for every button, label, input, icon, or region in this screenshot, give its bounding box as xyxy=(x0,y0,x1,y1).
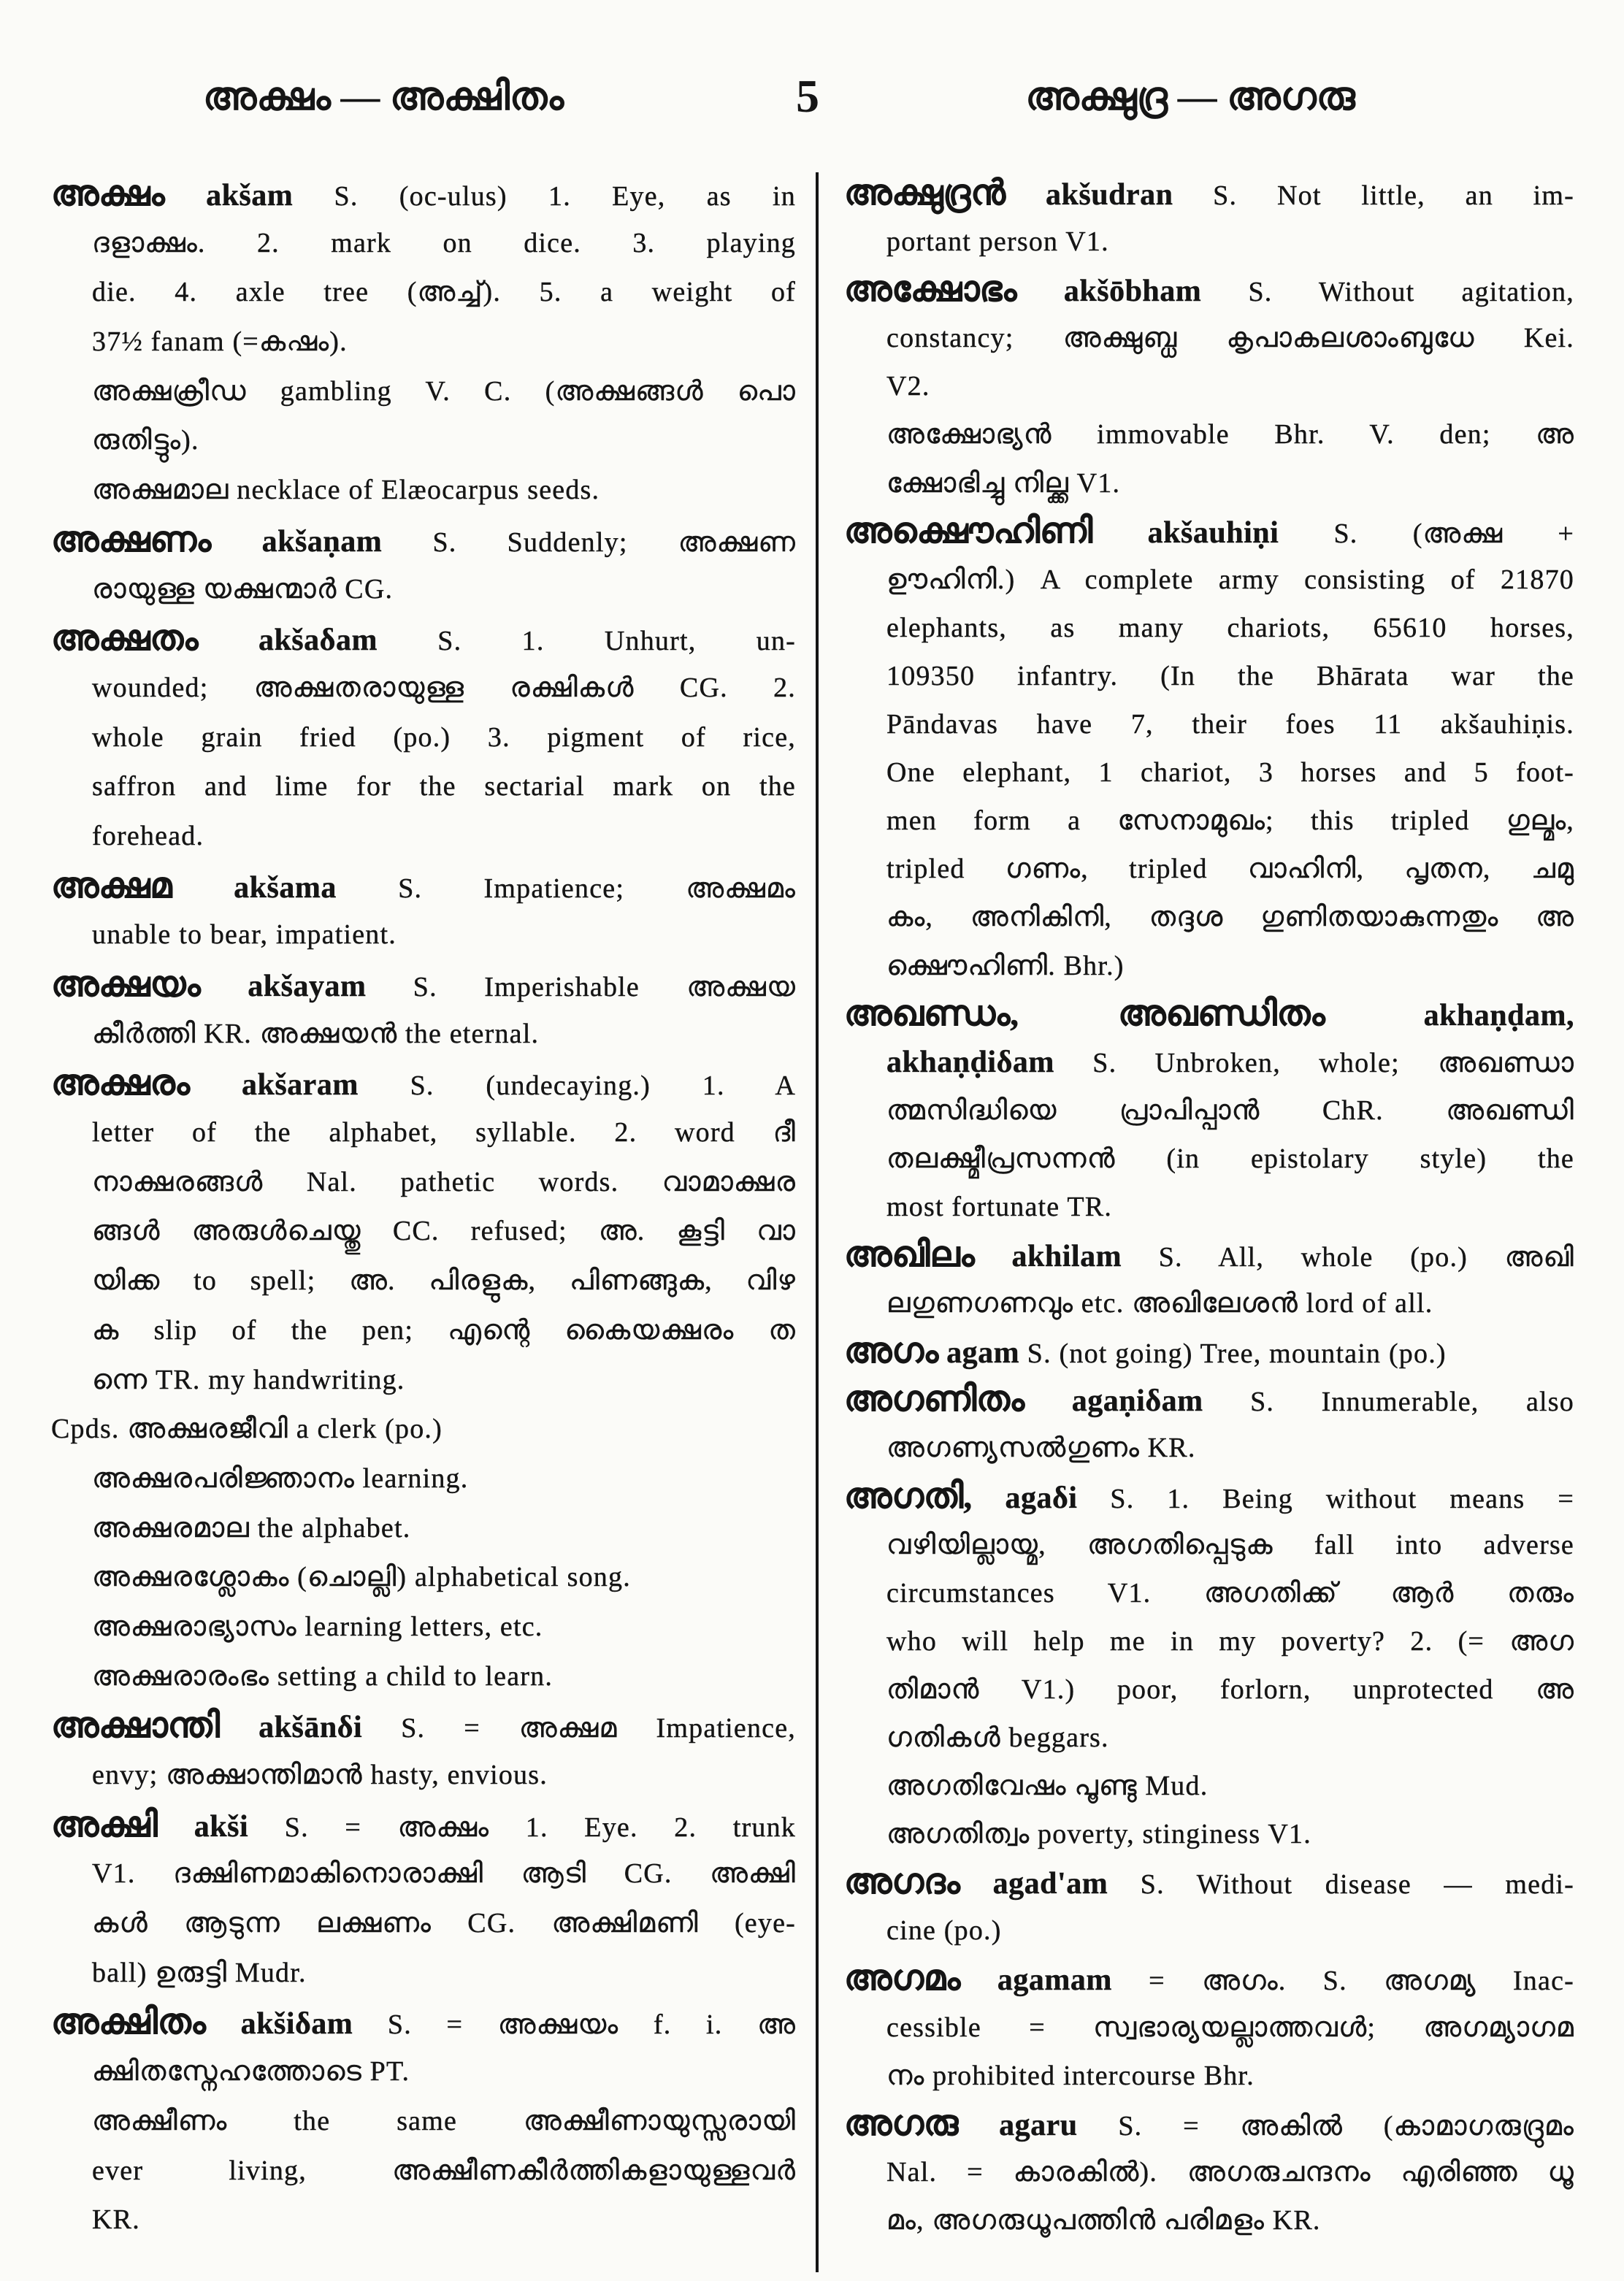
entry-text: അക്ഷരശ്ലോകം (ചൊല്ലി) alphabetical song. xyxy=(92,1562,631,1593)
entry-text: നാക്ഷരങ്ങൾ Nal. pathetic words. വാമാക്ഷര xyxy=(92,1166,796,1197)
entry-line xyxy=(844,797,1574,845)
dictionary-entry xyxy=(51,960,796,1059)
headword: അഗമം xyxy=(844,1959,961,1998)
dictionary-entry xyxy=(51,1405,796,1454)
headword: അഖിലം xyxy=(844,1235,975,1275)
entry-text: അക്ഷരാഭ്യാസം learning letters, etc. xyxy=(92,1611,543,1642)
headword: അക്ഷരം xyxy=(51,1064,190,1103)
entry-text: മം, അഗരുധൂപത്തിൻ പരിമളം KR. xyxy=(886,2204,1321,2236)
column-divider xyxy=(816,172,819,2272)
dictionary-entry xyxy=(51,1701,796,1800)
entry-text: ഊഹിനി.) A complete army consisting of 21870 xyxy=(886,564,1574,595)
entry-line xyxy=(844,1521,1574,1569)
entry-line xyxy=(51,1998,796,2047)
entry-text: ever living, അക്ഷീണകീർത്തികളായുള്ളവർ xyxy=(92,2155,796,2186)
entry-text: forehead. xyxy=(92,820,204,851)
entry-text: wounded; അക്ഷതരായുള്ള രക്ഷികൾ CG. 2. xyxy=(92,672,796,703)
entry-text: ത്മസിദ്ധിയെ പ്രാപിപ്പാൻ ChR. അഖണ്ഡി xyxy=(886,1095,1574,1126)
entry-text: S. Without disease — medi- xyxy=(1108,1869,1575,1901)
sub-entry xyxy=(51,1553,796,1603)
entry-line xyxy=(844,1424,1574,1472)
entry-line xyxy=(844,507,1574,556)
entry-text: S. = അകിൽ (കാമാഗരുദ്രുമം xyxy=(1077,2110,1574,2142)
entry-line xyxy=(51,219,796,269)
headword: അക്ഷണം xyxy=(51,520,212,559)
transliteration: akšayam xyxy=(200,970,367,1003)
sub-entry xyxy=(51,466,796,515)
entry-text: tripled ഗണം, tripled വാഹിനി, പൃതന, ചമു xyxy=(886,854,1574,885)
entry-line xyxy=(844,893,1574,941)
entry-line xyxy=(844,314,1574,362)
entry-text: ക slip of the pen; എന്റെ കൈയക്ഷരം ത xyxy=(92,1314,796,1346)
entry-line xyxy=(51,2147,796,2196)
entry-line xyxy=(844,1231,1574,1279)
entry-line xyxy=(844,218,1574,266)
headword: അക്ഷി xyxy=(51,1805,158,1844)
entry-text: S. 1. Unhurt, un- xyxy=(377,626,796,657)
transliteration: akšama xyxy=(172,870,337,905)
dictionary-entry xyxy=(844,1376,1574,1472)
entry-text: അക്ഷോഭ്യൻ immovable Bhr. V. den; അ xyxy=(886,419,1574,451)
entry-line xyxy=(51,1652,796,1702)
entry-line xyxy=(51,1158,796,1208)
headword: അക്ഷുദ്രൻ xyxy=(844,174,1006,212)
headword: അഖണ്ഡം, അഖണ്ഡിതം xyxy=(844,994,1325,1033)
headword: അക്ഷമ xyxy=(51,866,172,905)
entry-line xyxy=(844,1279,1574,1327)
entry-line xyxy=(51,812,796,862)
entry-text: V2. xyxy=(886,371,930,402)
entry-line xyxy=(844,604,1574,652)
transliteration: akši xyxy=(157,1809,249,1844)
transliteration: akšauhiṇi xyxy=(1092,515,1279,550)
entry-line xyxy=(51,1010,796,1059)
entry-line xyxy=(844,169,1574,218)
entry-line xyxy=(51,1207,796,1257)
dictionary-entry xyxy=(844,266,1574,410)
entry-line xyxy=(844,1327,1574,1376)
entry-text: S. Innumerable, also xyxy=(1203,1387,1574,1418)
entry-line xyxy=(51,911,796,960)
entry-line xyxy=(51,416,796,466)
entry-text: who will help me in my poverty? 2. (= അഗ xyxy=(886,1625,1574,1657)
entry-text: S. Impatience; അക്ഷമം xyxy=(336,873,796,904)
entry-text: അഗതിവേഷം പൂണ്ടു Mud. xyxy=(886,1771,1209,1802)
entry-text: KR. xyxy=(92,2204,140,2236)
entry-text: S. Without agitation, xyxy=(1201,277,1575,308)
entry-text: കൾ ആടുന്ന ലക്ഷണം CG. അക്ഷിമണി (eye- xyxy=(92,1908,796,1939)
entry-line xyxy=(51,1899,796,1949)
entry-text: S. (അക്ഷ + xyxy=(1279,518,1574,549)
transliteration: akšaram xyxy=(189,1068,359,1103)
entry-text: 37½ fanam (=കഷം). xyxy=(92,326,348,358)
entry-line xyxy=(844,1376,1574,1424)
entry-text: Cpds. അക്ഷരജീവി a clerk (po.) xyxy=(51,1414,443,1445)
entry-line xyxy=(51,2196,796,2245)
entry-text: constancy; അക്ഷുബ്ധ കൃപാകലശാംബുധേ Kei. xyxy=(886,323,1574,354)
entry-text: അക്ഷീണം the same അക്ഷീണായുസ്സരായി xyxy=(92,2105,796,2136)
entry-text: അഗണ്യസൽഗുണം KR. xyxy=(886,1433,1196,1464)
dictionary-entry xyxy=(844,990,1574,1231)
dictionary-entry xyxy=(844,1473,1574,1763)
dictionary-entry xyxy=(844,1327,1574,1376)
dictionary-entry xyxy=(844,169,1574,266)
entry-line xyxy=(844,1183,1574,1231)
dictionary-entry xyxy=(51,1801,796,1998)
sub-entry xyxy=(51,1504,796,1554)
entry-text: തിമാൻ V1.) poor, forlorn, unprotected അ xyxy=(886,1674,1574,1705)
entry-text: ന്നെ TR. my handwriting. xyxy=(92,1364,405,1395)
transliteration: akšaδam xyxy=(198,624,378,658)
entry-line xyxy=(844,362,1574,410)
entry-text: 109350 infantry. (In the Bhārata war the xyxy=(886,660,1574,691)
right-column xyxy=(844,169,1574,2244)
transliteration: agamam xyxy=(960,1963,1112,1998)
entry-line xyxy=(844,942,1574,990)
entry-line xyxy=(51,1801,796,1850)
headword: അക്ഷൌഹിണി xyxy=(844,511,1093,551)
transliteration: akšaṇam xyxy=(211,524,383,559)
entry-text: cessible = സ്വഭാര്യയല്ലാത്തവൾ; അഗമ്യാഗമ xyxy=(886,2012,1574,2043)
entry-text: ക്ഷൌഹിണി. Bhr.) xyxy=(886,950,1125,981)
entry-line xyxy=(51,169,796,219)
entry-line xyxy=(51,1849,796,1899)
transliteration: akšam xyxy=(164,179,294,212)
transliteration: akšiδam xyxy=(205,2007,353,2042)
running-head-left: അക്ഷം — അക്ഷിതം xyxy=(202,74,564,118)
entry-text: men form a സേനാമുഖം; this tripled ഗുല്മം, xyxy=(886,805,1574,837)
entry-text: അക്ഷരാരംഭം setting a child to learn. xyxy=(92,1660,554,1692)
entry-line xyxy=(844,1038,1574,1086)
transliteration: agaṇiδam xyxy=(1024,1384,1203,1419)
entry-line xyxy=(844,1810,1574,1858)
entry-text: unable to bear, impatient. xyxy=(92,919,397,951)
entry-line xyxy=(51,1553,796,1603)
dictionary-entry xyxy=(51,1059,796,1405)
entry-line xyxy=(51,614,796,664)
entry-line xyxy=(51,762,796,812)
entry-line xyxy=(844,1906,1574,1955)
sub-entry xyxy=(51,2097,796,2245)
entry-text: whole grain fried (po.) 3. pigment of rice, xyxy=(92,721,796,753)
entry-text: S. (not going) Tree, mountain (po.) xyxy=(1019,1338,1447,1370)
entry-text: most fortunate TR. xyxy=(886,1191,1113,1222)
transliteration: akhaṇḍiδam xyxy=(886,1045,1054,1079)
sub-entry xyxy=(51,367,796,466)
entry-text: S. All, whole (po.) അഖി xyxy=(1122,1242,1575,1273)
dictionary-entry xyxy=(51,515,796,614)
entry-text: envy; അക്ഷാന്തിമാൻ hasty, envious. xyxy=(92,1760,548,1790)
dictionary-entry xyxy=(844,507,1574,990)
entry-line xyxy=(51,2047,796,2097)
entry-line xyxy=(844,990,1574,1038)
headword: അക്ഷം xyxy=(51,175,165,213)
entry-line xyxy=(844,266,1574,314)
dictionary-entry xyxy=(844,1858,1574,1955)
entry-line xyxy=(51,1356,796,1406)
sub-entry xyxy=(844,1762,1574,1810)
headword: അഗണിതം xyxy=(844,1380,1025,1419)
entry-text: Pāndavas have 7, their foes 11 akšauhiṇis. xyxy=(886,709,1574,740)
dictionary-entry xyxy=(51,1998,796,2096)
entry-line xyxy=(844,2052,1574,2100)
transliteration: agaδi xyxy=(972,1481,1078,1515)
entry-line xyxy=(51,1454,796,1504)
entry-text: ball) ഉരുട്ടി Mudr. xyxy=(92,1957,307,1988)
entry-text: നം prohibited intercourse Bhr. xyxy=(886,2060,1255,2091)
entry-text: elephants, as many chariots, 65610 horses, xyxy=(886,612,1574,643)
entry-line xyxy=(51,1603,796,1652)
entry-text: ദളാക്ഷം. 2. mark on dice. 3. playing xyxy=(92,227,796,258)
entry-text: cine (po.) xyxy=(886,1915,1002,1947)
entry-line xyxy=(51,268,796,318)
headword: അഗദം xyxy=(844,1863,960,1902)
transliteration: agaru xyxy=(958,2108,1078,2142)
entry-text: die. 4. axle tree (അച്ച്). 5. a weight of xyxy=(92,277,796,308)
entry-line xyxy=(844,1762,1574,1810)
sub-entry xyxy=(51,1454,796,1504)
entry-text: V1. ദക്ഷിണമാകിനൊരാക്ഷി ആടി CG. അക്ഷി xyxy=(92,1858,796,1890)
entry-text: രുതിട്ടും). xyxy=(92,425,199,456)
entry-line xyxy=(844,410,1574,459)
entry-line xyxy=(51,1949,796,1998)
entry-line xyxy=(51,318,796,367)
entry-text: letter of the alphabet, syllable. 2. word ദീ xyxy=(92,1117,796,1149)
entry-line xyxy=(51,1108,796,1158)
entry-line xyxy=(844,1569,1574,1617)
entry-text: കീർത്തി KR. അക്ഷയൻ the eternal. xyxy=(92,1018,540,1049)
entry-text: = അഗം. S. അഗമ്യ Inac- xyxy=(1111,1966,1574,1997)
dictionary-entry xyxy=(51,862,796,960)
entry-text: അഗതിത്വം poverty, stinginess V1. xyxy=(886,1819,1311,1850)
entry-text: circumstances V1. അഗതിക്ക് ആർ തരും xyxy=(886,1577,1574,1609)
entry-line xyxy=(844,700,1574,748)
headword: അഗതി, xyxy=(844,1476,973,1516)
entry-line xyxy=(844,2100,1574,2148)
entry-line xyxy=(51,862,796,911)
entry-line xyxy=(51,1059,796,1108)
sub-entry xyxy=(51,1652,796,1702)
entry-text: S. Unbroken, whole; അഖണ്ഡാ xyxy=(1054,1047,1574,1078)
entry-line xyxy=(844,1617,1574,1665)
transliteration: akšudran xyxy=(1005,178,1173,212)
entry-text: S. = അക്ഷയം f. i. അ xyxy=(353,2009,796,2041)
entry-line xyxy=(844,1135,1574,1183)
sub-entry xyxy=(844,410,1574,507)
sub-entry xyxy=(51,1603,796,1652)
entry-line xyxy=(844,1955,1574,2003)
transliteration: akhilam xyxy=(974,1240,1122,1274)
headword: അക്ഷാന്തി xyxy=(51,1706,220,1746)
entry-line xyxy=(51,466,796,515)
transliteration: akšōbham xyxy=(1016,275,1202,309)
entry-line xyxy=(51,515,796,565)
transliteration: agad'am xyxy=(960,1867,1108,1901)
entry-line xyxy=(844,2196,1574,2244)
transliteration: agam xyxy=(938,1336,1020,1370)
headword: അക്ഷതം xyxy=(51,619,199,659)
entry-text: അക്ഷരമാല the alphabet. xyxy=(92,1512,411,1544)
entry-line xyxy=(51,664,796,713)
entry-text: തലക്ഷ്മീപ്രസന്നൻ (in epistolary style) the xyxy=(886,1143,1574,1174)
entry-line xyxy=(844,556,1574,604)
headword: അക്ഷിതം xyxy=(51,2003,206,2042)
entry-line xyxy=(844,748,1574,797)
dictionary-entry xyxy=(844,1231,1574,1327)
headword: അക്ഷയം xyxy=(51,965,201,1004)
entry-line xyxy=(844,1858,1574,1906)
entry-text: S. (oc-ulus) 1. Eye, as in xyxy=(293,181,796,212)
entry-text: രായുള്ള യക്ഷന്മാർ CG. xyxy=(92,573,394,605)
entry-text: വഴിയില്ലായ്മ, അഗതിപ്പെടുക fall into adverse xyxy=(886,1529,1574,1560)
entry-line xyxy=(844,2148,1574,2196)
entry-text: One elephant, 1 chariot, 3 horses and 5 foot- xyxy=(886,757,1574,789)
entry-text: ക്ഷോഭിച്ചു നില്ക്ക V1. xyxy=(886,467,1121,499)
entry-text: അക്ഷരപരിജ്ഞാനം learning. xyxy=(92,1462,469,1494)
entry-text: Nal. = കാരകിൽ). അഗരുചന്ദനം എരിഞ്ഞ ധൂ xyxy=(886,2156,1574,2188)
entry-line xyxy=(51,1306,796,1356)
entry-line xyxy=(51,1701,796,1751)
dictionary-entry xyxy=(844,1955,1574,2099)
entry-text: saffron and lime for the sectarial mark on the xyxy=(92,771,796,802)
transliteration: akhaṇḍam, xyxy=(1325,998,1574,1032)
entry-text: S. 1. Being without means = xyxy=(1077,1483,1574,1514)
headword: അഗരു xyxy=(844,2104,959,2143)
entry-text: S. Suddenly; അക്ഷണ xyxy=(382,526,796,558)
entry-line xyxy=(844,1665,1574,1714)
entry-line xyxy=(51,713,796,763)
headword: അഗം xyxy=(844,1332,939,1371)
entry-line xyxy=(51,565,796,615)
entry-text: S. = അക്ഷം 1. Eye. 2. trunk xyxy=(248,1812,796,1843)
entry-text: കം, അനികിനി, തദ്ദശ ഗുണിതയാകുന്നതും അ xyxy=(886,902,1574,933)
entry-text: അക്ഷക്രീഡ gambling V. C. (അക്ഷങ്ങൾ പൊ xyxy=(92,375,796,407)
entry-text: S. (undecaying.) 1. A xyxy=(358,1070,796,1102)
entry-line xyxy=(844,459,1574,507)
entry-text: ഗതികൾ beggars. xyxy=(886,1722,1109,1753)
entry-line xyxy=(51,1751,796,1801)
entry-text: യിക്ക to spell; അ. പിരളുക, പിണങ്ങുക, വിഴ xyxy=(92,1265,796,1297)
entry-text: ലഗുണഗണവും etc. അഖിലേശൻ lord of all. xyxy=(886,1288,1433,1319)
sub-entry xyxy=(844,1810,1574,1858)
entry-line xyxy=(844,1086,1574,1135)
transliteration: akšānδi xyxy=(219,1711,363,1745)
entry-text: ക്ഷിതസ്നേഹത്തോടെ PT. xyxy=(92,2056,410,2088)
page-number: 5 xyxy=(796,70,819,122)
entry-line xyxy=(51,960,796,1010)
entry-line xyxy=(51,1504,796,1554)
dictionary-entry xyxy=(844,2100,1574,2244)
entry-line xyxy=(51,1257,796,1306)
running-head-right: അക്ഷുദ്ര — അഗരു xyxy=(1025,74,1355,118)
entry-line xyxy=(844,1714,1574,1762)
entry-line xyxy=(51,2097,796,2147)
entry-line xyxy=(844,1473,1574,1521)
entry-text: S. = അക്ഷമ Impatience, xyxy=(362,1713,796,1744)
entry-text: ങ്ങൾ അരുൾചെയ്തു CC. refused; അ. കൂട്ടി വാ xyxy=(92,1216,796,1247)
entry-line xyxy=(844,845,1574,893)
entry-line xyxy=(844,652,1574,700)
headword: അക്ഷോഭം xyxy=(844,270,1017,310)
left-column xyxy=(51,169,796,2245)
dictionary-entry xyxy=(51,614,796,861)
entry-text: portant person V1. xyxy=(886,226,1109,258)
entry-text: S. Imperishable അക്ഷയ xyxy=(366,972,796,1003)
entry-text: S. Not little, an im- xyxy=(1173,180,1575,211)
entry-line xyxy=(844,2004,1574,2052)
entry-text: അക്ഷമാല necklace of Elæocarpus seeds. xyxy=(92,475,600,506)
entry-line xyxy=(51,1405,796,1454)
entry-line xyxy=(51,367,796,417)
dictionary-entry xyxy=(51,169,796,367)
